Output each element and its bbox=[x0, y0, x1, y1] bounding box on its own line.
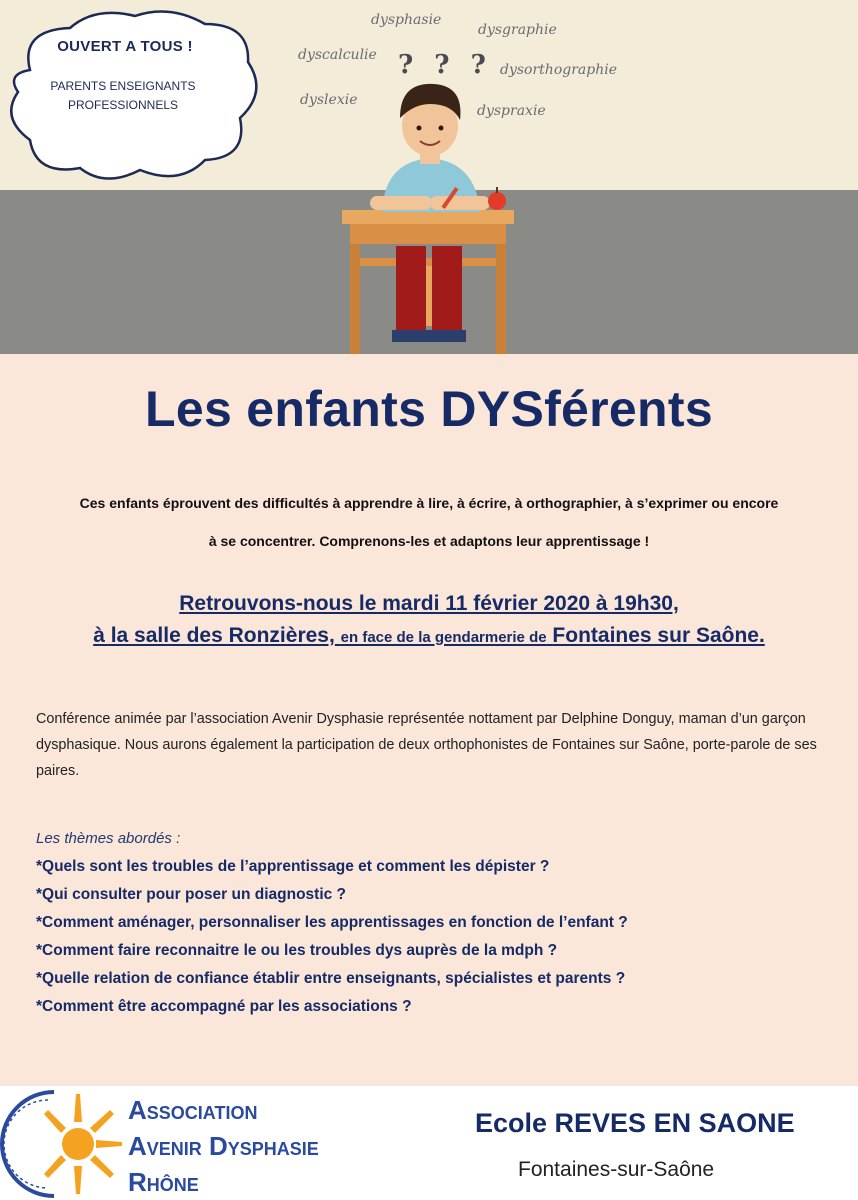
cloud-subtitle: PARENTS ENSEIGNANTS PROFESSIONNELS bbox=[50, 79, 196, 112]
dys-word: dyscalculie bbox=[298, 47, 377, 63]
intro-line: Ces enfants éprouvent des difficultés à apprendre à lire, à écrire, à orthographier, à s’exprimer ou encore bbox=[79, 495, 779, 511]
desk-top bbox=[342, 210, 514, 224]
theme-item: *Quelle relation de confiance établir entre enseignants, spécialistes et parents ? bbox=[36, 970, 626, 987]
theme-item: *Comment aménager, personnaliser les apprentissages en fonction de l’enfant ? bbox=[36, 914, 628, 931]
intro-text bbox=[40, 484, 818, 560]
event-location-middle: en face de la gendarmerie de bbox=[340, 629, 547, 646]
association-line: Association bbox=[128, 1095, 258, 1125]
event-location bbox=[0, 624, 858, 648]
question-marks: ? ? ? bbox=[398, 50, 492, 80]
school-town: Fontaines-sur-Saône bbox=[518, 1158, 715, 1181]
event-place: à la salle des Ronzières, bbox=[93, 624, 335, 647]
association-line: Rhône bbox=[128, 1167, 199, 1197]
conference-description: Conférence animée par l’association Avenir Dysphasie représentée nottament par Delphine Donguy, maman d’un garçon dysphasique. Nous aurons également la participation de deux orthophonistes de Fontaines sur Saône, porte-parole de ses paires. bbox=[36, 711, 817, 779]
footer bbox=[0, 1086, 858, 1200]
dys-word: dysorthographie bbox=[500, 62, 617, 78]
themes-label: Les thèmes abordés : bbox=[36, 830, 181, 847]
intro-line: à se concentrer. Comprenons-les et adaptons leur apprentissage ! bbox=[208, 533, 650, 549]
theme-item: *Quels sont les troubles de l’apprentissage et comment les dépister ? bbox=[36, 858, 550, 875]
dys-word: dysphasie bbox=[371, 12, 442, 28]
page-title: Les enfants DYSférents bbox=[145, 381, 713, 437]
cloud-title: OUVERT A TOUS ! bbox=[57, 38, 193, 55]
theme-item: *Comment faire reconnaitre le ou les troubles dys auprès de la mdph ? bbox=[36, 942, 558, 959]
dys-word: dysgraphie bbox=[478, 22, 557, 38]
hero-illustration bbox=[0, 0, 858, 354]
cloud-text bbox=[0, 38, 250, 115]
dys-word: dyslexie bbox=[300, 92, 358, 108]
theme-item: *Comment être accompagné par les associations ? bbox=[36, 998, 412, 1015]
theme-item: *Qui consulter pour poser un diagnostic ? bbox=[36, 886, 347, 903]
event-date: Retrouvons-nous le mardi 11 février 2020 à 19h30, bbox=[179, 592, 679, 615]
dys-word: dyspraxie bbox=[477, 103, 546, 119]
sun-logo-icon bbox=[0, 1086, 125, 1200]
event-town: Fontaines sur Saône. bbox=[552, 624, 765, 647]
themes-section bbox=[36, 830, 836, 1021]
association-name bbox=[128, 1092, 319, 1200]
association-line: Avenir Dysphasie bbox=[128, 1131, 319, 1161]
school-name: Ecole REVES EN SAONE bbox=[475, 1108, 795, 1138]
apple bbox=[488, 192, 506, 210]
event-details bbox=[0, 592, 858, 648]
